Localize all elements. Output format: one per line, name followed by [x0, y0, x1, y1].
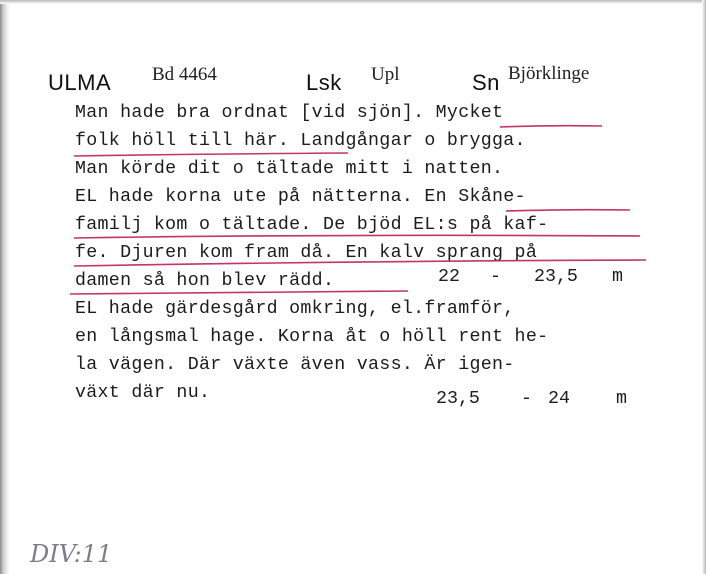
- underline-5: [74, 260, 646, 266]
- text-line-5: familj kom o tältade. De bjöd EL:s på kaf-: [75, 215, 549, 235]
- landskap-value: Upl: [371, 64, 400, 85]
- underline-3: [506, 210, 630, 211]
- archive-code: ULMA: [48, 70, 112, 95]
- measure-2-start: 23,5: [436, 389, 480, 409]
- text-line-8: EL hade gärdesgård omkring, el.framför,: [75, 299, 515, 319]
- text-line-11: växt där nu.: [75, 383, 211, 403]
- measure-1-dash: -: [490, 267, 501, 287]
- underline-4: [74, 235, 640, 238]
- measure-1-unit: m: [612, 267, 623, 287]
- measure-1-start: 22: [438, 267, 460, 287]
- socken-value: Björklinge: [508, 63, 590, 84]
- archive-reference-handwritten: DIV:11: [30, 540, 113, 568]
- text-line-6: fe. Djuren kom fram då. En kalv sprang på: [75, 243, 538, 263]
- text-line-1: Man hade bra ordnat [vid sjön]. Mycket: [75, 103, 504, 123]
- volume-number: Bd 4464: [152, 64, 217, 85]
- measure-1-end: 23,5: [534, 267, 578, 287]
- text-line-10: la vägen. Där växte även vass. Är igen-: [75, 355, 515, 375]
- measure-2-end: 24: [548, 389, 570, 409]
- text-line-7: damen så hon blev rädd.: [75, 271, 335, 291]
- underline-6: [70, 291, 408, 294]
- text-line-4: EL hade korna ute på nätterna. En Skåne-: [75, 187, 526, 207]
- underline-1: [500, 126, 602, 127]
- text-line-9: en långsmal hage. Korna åt o höll rent he-: [75, 327, 549, 347]
- socken-label: Sn: [472, 70, 500, 95]
- landskap-label: Lsk: [306, 70, 342, 95]
- measure-2-unit: m: [616, 389, 627, 409]
- underline-2: [74, 153, 348, 156]
- text-line-2: folk höll till här. Landgångar o brygga.: [75, 131, 526, 151]
- text-line-3: Man körde dit o tältade mitt i natten.: [75, 159, 504, 179]
- measure-2-dash: -: [521, 389, 532, 409]
